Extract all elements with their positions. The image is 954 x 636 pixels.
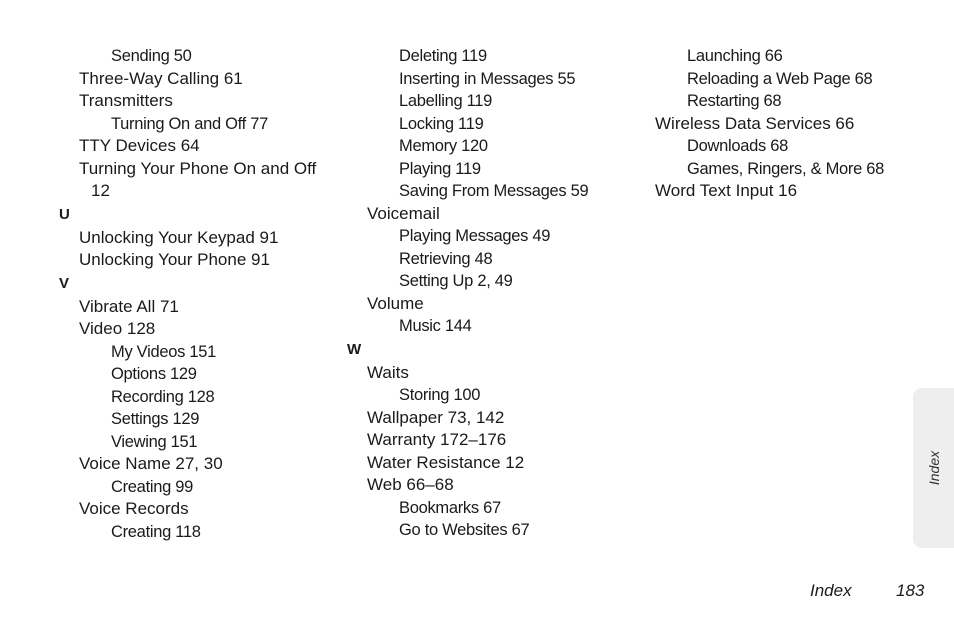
index-entry: Voice Name 27, 30	[79, 454, 223, 473]
index-entry: Inserting in Messages 55	[399, 69, 576, 88]
index-entry: Locking 119	[399, 114, 484, 133]
index-entry: Deleting 119	[399, 47, 487, 65]
index-entry: Restarting 68	[687, 92, 782, 110]
index-entry: Labelling 119	[399, 92, 493, 110]
index-column-2	[347, 45, 627, 542]
index-entry: Options 129	[111, 365, 197, 383]
index-entry: Games, Ringers, & More 68	[687, 159, 884, 178]
section-side-tab	[913, 388, 954, 548]
index-letter-heading: U	[59, 205, 70, 223]
index-entry: Playing Messages 49	[399, 227, 551, 245]
index-entry: Water Resistance 12	[367, 452, 525, 472]
index-letter-heading: V	[59, 274, 70, 292]
index-entry: Wireless Data Services 66	[655, 113, 855, 133]
index-entry: Viewing 151	[111, 432, 198, 451]
index-entry: Settings 129	[111, 410, 200, 428]
index-letter-heading: W	[347, 340, 362, 358]
index-entry: Unlocking Your Keypad 91	[79, 227, 279, 247]
index-entry: Unlocking Your Phone 91	[79, 250, 270, 269]
index-entry: Voice Records	[79, 499, 189, 518]
index-entry: Word Text Input 16	[655, 181, 798, 200]
index-entry: Turning On and Off 77	[111, 114, 268, 133]
index-column-3	[635, 45, 925, 203]
index-entry: Video 128	[79, 319, 156, 338]
index-entry: Memory 120	[399, 137, 488, 155]
index-entry: 12	[91, 181, 110, 200]
index-entry: Wallpaper 73, 142	[367, 407, 505, 427]
index-entry: Downloads 68	[687, 137, 788, 155]
index-entry: Turning Your Phone On and Off	[79, 158, 317, 178]
index-entry: Saving From Messages 59	[399, 182, 589, 200]
index-entry: Vibrate All 71	[79, 296, 179, 316]
index-entry: Web 66–68	[367, 475, 454, 494]
index-entry: Bookmarks 67	[399, 498, 501, 517]
index-entry: Three-Way Calling 61	[79, 68, 243, 88]
index-entry: Volume	[367, 293, 424, 313]
index-entry: Transmitters	[79, 91, 173, 110]
index-entry: TTY Devices 64	[79, 136, 200, 155]
index-entry: Creating 118	[111, 522, 201, 541]
footer-section-label: Index	[810, 581, 852, 600]
index-entry: Launching 66	[687, 47, 783, 65]
index-entry: Voicemail	[367, 203, 440, 223]
index-entry: My Videos 151	[111, 342, 216, 361]
index-entry: Music 144	[399, 317, 472, 335]
index-column-1	[59, 45, 339, 543]
index-entry: Storing 100	[399, 386, 481, 404]
index-entry: Sending 50	[111, 47, 192, 65]
index-entry: Go to Websites 67	[399, 521, 530, 539]
side-tab-label: Index	[925, 450, 942, 486]
index-entry: Reloading a Web Page 68	[687, 69, 873, 88]
index-entry: Retrieving 48	[399, 249, 493, 268]
index-entry: Warranty 172–176	[367, 430, 507, 449]
index-entry: Playing 119	[399, 159, 481, 178]
index-entry: Waits	[367, 362, 409, 382]
index-entry: Recording 128	[111, 387, 215, 406]
index-entry: Creating 99	[111, 477, 194, 496]
footer-page-number: 183	[896, 581, 925, 600]
index-entry: Setting Up 2, 49	[399, 272, 513, 290]
